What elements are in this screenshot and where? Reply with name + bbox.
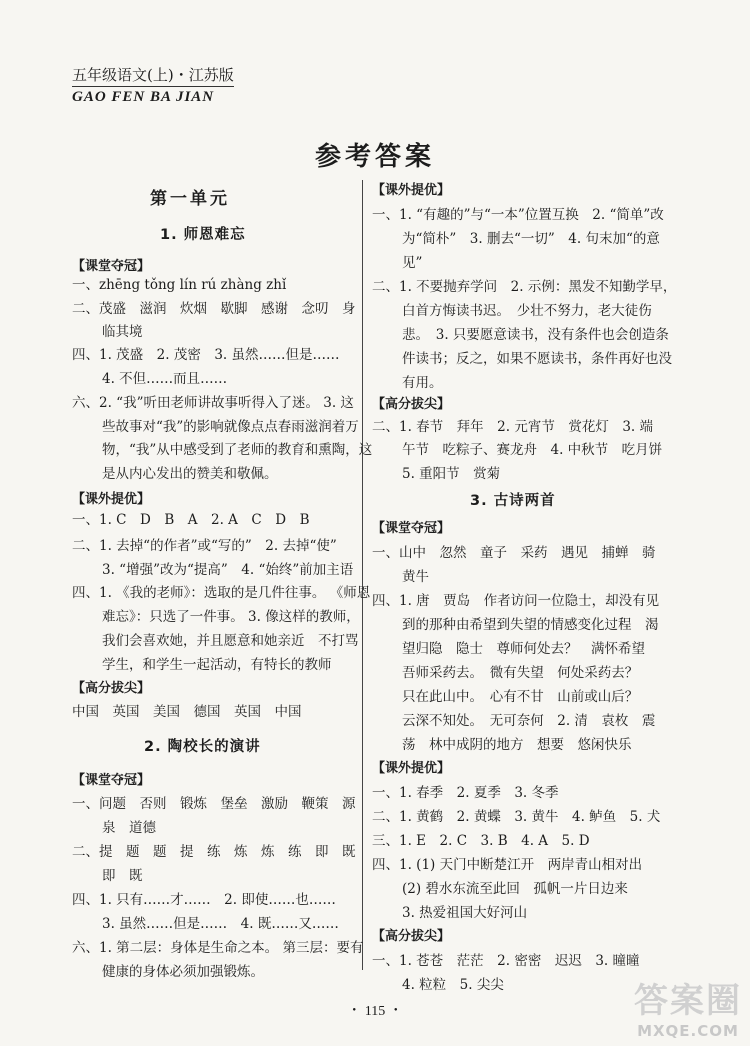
unit-title: 第一单元 (150, 189, 230, 209)
answer-line: 望归隐 隐士 尊师何处去？ 满怀希望 (402, 641, 645, 657)
answer-line: 临其境 (102, 324, 143, 340)
answer-line: 5. 重阳节 赏菊 (402, 466, 501, 482)
series-name: GAO FEN BA JIAN (72, 89, 215, 105)
answer-line: 二、1. 春节 拜年 2. 元宵节 赏花灯 3. 端 (372, 419, 654, 435)
answer-line: 二、提 题 题 提 练 炼 炼 练 即 既 (72, 844, 356, 860)
answer-line: 悲。 3. 只要愿意读书，没有条件也会创造条 (402, 327, 669, 343)
answer-line: 一、问题 否则 锻炼 堡垒 激励 鞭策 源 (72, 796, 356, 812)
answer-line: 见” (402, 255, 423, 271)
answer-line: 二、1. 去掉“的作者”或“写的” 2. 去掉“使” (72, 538, 337, 554)
section-label: 【课外提优】 (372, 761, 451, 776)
answer-line: 一、zhēng tǒng lín rú zhàng zhǐ (72, 277, 287, 293)
section-label: 【课堂夺冠】 (372, 521, 451, 536)
answer-line: 件读书；反之，如果不愿读书，条件再好也没 (402, 351, 672, 367)
answer-line: 学生，和学生一起活动，有特长的教师 (102, 657, 332, 673)
section-label: 【高分拔尖】 (72, 681, 151, 696)
answer-line: 一、1. “有趣的”与“一本”位置互换 2. “简单”改 (372, 207, 664, 223)
section-label: 【课堂夺冠】 (72, 259, 151, 274)
answer-line: 我们会喜欢她，并且愿意和她亲近 不打骂 (102, 633, 359, 649)
answer-line: 些故事对“我”的影响就像点点春雨滋润着万 (102, 419, 359, 435)
page-header (72, 64, 234, 106)
page-title: 参考答案 (314, 142, 435, 172)
answer-line: 四、1. 只有……才…… 2. 即使……也…… (72, 892, 336, 908)
answer-line: 午节 吃粽子、赛龙舟 4. 中秋节 吃月饼 (402, 442, 663, 458)
section-label: 【课堂夺冠】 (72, 773, 151, 788)
answer-line: 二、1. 不要抛弃学问 2. 示例：黑发不知勤学早， (372, 279, 677, 295)
answer-line: 四、1. 茂盛 2. 茂密 3. 虽然……但是…… (72, 347, 340, 363)
answer-line: (2) 碧水东流至此回 孤帆一片日边来 (402, 881, 628, 897)
answer-line: 二、茂盛 滋润 炊烟 歇脚 感谢 念叨 身 (72, 301, 356, 317)
answer-line: 健康的身体必须加强锻炼。 (102, 964, 264, 980)
answer-line: 3. “增强”改为“提高” 4. “始终”前加主语 (102, 562, 354, 578)
answer-line: 一、山中 忽然 童子 采药 遇见 捕蝉 骑 (372, 545, 656, 561)
answer-line: 黄牛 (402, 569, 429, 585)
column-divider (362, 180, 363, 970)
lesson-title-1: 1. 师恩难忘 (160, 227, 246, 243)
answer-line: 3. 热爱祖国大好河山 (402, 905, 528, 921)
answer-line: 白首方悔读书迟。 少壮不努力，老大徒伤 (402, 303, 652, 319)
answer-line: 四、1. (1) 天门中断楚江开 两岸青山相对出 (372, 857, 643, 873)
answer-line: 为“简朴” 3. 删去“一切” 4. 句末加“的意 (402, 231, 660, 247)
answer-line: 是从内心发出的赞美和敬佩。 (102, 466, 278, 482)
lesson-title-3: 3. 古诗两首 (470, 493, 556, 509)
answer-line: 四、1. 唐 贾岛 作者访问一位隐士，却没有见 (372, 593, 660, 609)
answer-line: 4. 粒粒 5. 尖尖 (402, 977, 504, 993)
answer-line: 六、2. “我”听田老师讲故事听得入了迷。 3. 这 (72, 395, 354, 411)
section-label: 【高分拔尖】 (372, 929, 451, 944)
lesson-title-2: 2. 陶校长的演讲 (144, 739, 261, 755)
answer-line: 吾师采药去。 微有失望 何处采药去？ (402, 665, 639, 681)
answer-line: 二、1. 黄鹤 2. 黄蝶 3. 黄牛 4. 鲈鱼 5. 犬 (372, 809, 661, 825)
answer-line: 难忘》：只选了一件事。 3. 像这样的教师， (102, 609, 360, 625)
answer-line: 一、1. 春季 2. 夏季 3. 冬季 (372, 785, 559, 801)
watermark-text: 答案圈 (634, 981, 742, 1021)
book-grade-label: 五年级语文(上)・江苏版 (72, 64, 234, 87)
answer-line: 即 既 (102, 868, 143, 884)
answer-line: 云深不知处。 无可奈何 2. 清 袁枚 震 (402, 713, 656, 729)
answer-line: 有用。 (402, 375, 443, 391)
answer-line: 三、1. E 2. C 3. B 4. A 5. D (372, 833, 590, 849)
answer-line: 4. 不但……而且…… (102, 371, 228, 387)
answer-line: 物，“我”从中感受到了老师的教育和熏陶，这 (102, 442, 373, 458)
watermark-url: MXQE.COM (637, 1022, 739, 1040)
answer-line: 3. 虽然……但是…… 4. 既……又…… (102, 916, 339, 932)
answer-line: 一、1. C D B A 2. A C D B (72, 512, 310, 528)
watermark-logo (634, 973, 742, 1040)
answer-line: 只在此山中。 心有不甘 山前或山后？ (402, 689, 639, 705)
answer-line: 六、1. 第二层：身体是生命之本。 第三层：要有 (72, 940, 364, 956)
answer-line: 荡 林中成阴的地方 想要 悠闲快乐 (402, 737, 632, 753)
answer-line: 泉 道德 (102, 820, 156, 836)
answer-line: 中国 英国 美国 德国 英国 中国 (72, 704, 302, 720)
section-label: 【课外提优】 (72, 492, 151, 507)
answer-line: 一、1. 苍苍 茫茫 2. 密密 迟迟 3. 曈曈 (372, 953, 640, 969)
section-label: 【高分拔尖】 (372, 397, 451, 412)
answer-line: 到的那种由希望到失望的情感变化过程 渴 (402, 617, 659, 633)
answer-line: 四、1. 《我的老师》：选取的是几件往事。 《师恩 (72, 585, 371, 601)
page-number: ・ 115 ・ (347, 1004, 403, 1019)
section-label: 【课外提优】 (372, 183, 451, 198)
